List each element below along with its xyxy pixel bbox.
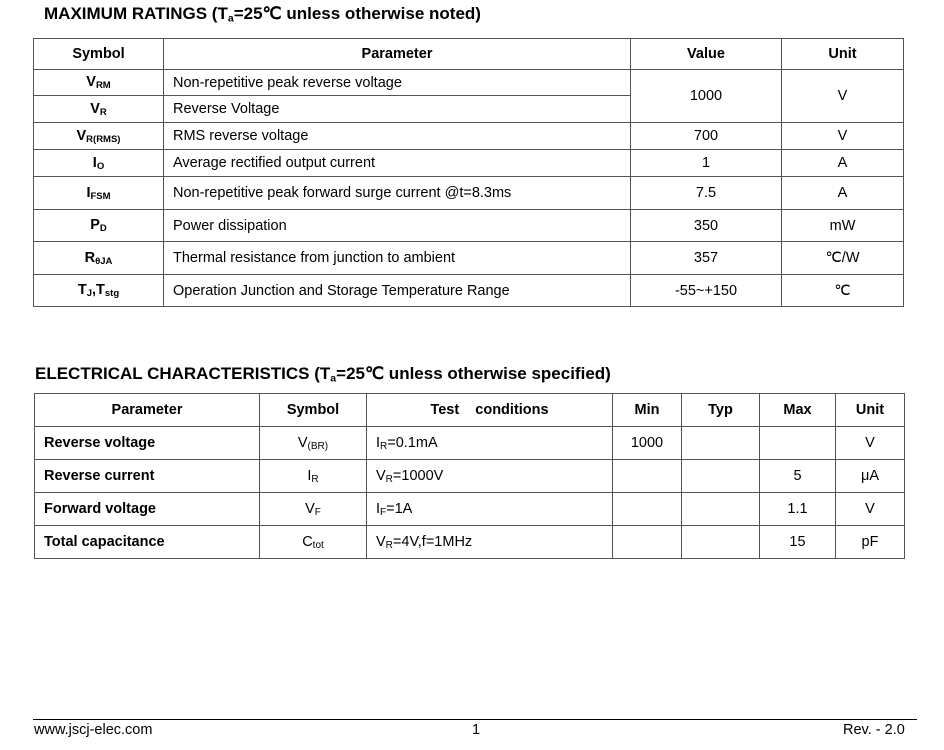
max-cell — [760, 427, 836, 460]
header-max: Max — [760, 394, 836, 427]
parameter-cell: Reverse voltage — [35, 427, 260, 460]
unit-cell: ℃/W — [782, 242, 904, 275]
electrical-characteristics-table — [34, 393, 905, 559]
electrical-characteristics-title: ELECTRICAL CHARACTERISTICS ($T_a=25℃$ unless otherwise specified) — [35, 364, 611, 385]
value-cell: 1 — [631, 150, 782, 177]
unit-cell: pF — [836, 526, 905, 559]
header-unit: Unit — [836, 394, 905, 427]
condition-cell: $I_R=0.1mA$ — [367, 427, 613, 460]
parameter-cell: RMS reverse voltage — [164, 123, 631, 150]
unit-cell: V — [782, 123, 904, 150]
max-cell: 1.1 — [760, 493, 836, 526]
unit-cell: μA — [836, 460, 905, 493]
parameter-cell: Thermal resistance from junction to ambient — [164, 242, 631, 275]
symbol-cell: $C_{tot}$ — [260, 526, 367, 559]
table-row — [34, 150, 904, 177]
header-unit: Unit — [782, 39, 904, 70]
header-typ: Typ — [682, 394, 760, 427]
unit-cell: mW — [782, 210, 904, 242]
table-header-row — [35, 394, 905, 427]
unit-cell: A — [782, 177, 904, 210]
symbol-cell: $V_F$ — [260, 493, 367, 526]
value-cell: 7.5 — [631, 177, 782, 210]
symbol-cell: $V_R$ — [34, 96, 164, 123]
parameter-cell: Operation Junction and Storage Temperature Range — [164, 275, 631, 307]
footer-divider — [33, 719, 917, 720]
parameter-cell: Reverse Voltage — [164, 96, 631, 123]
parameter-cell: Power dissipation — [164, 210, 631, 242]
min-cell: 1000 — [613, 427, 682, 460]
footer-url: www.jscj-elec.com — [34, 722, 153, 738]
table-row — [34, 275, 904, 307]
revision-label: Rev. - 2.0 — [843, 722, 905, 738]
table-row — [34, 242, 904, 275]
symbol-cell: $V_{R(RMS)}$ — [34, 123, 164, 150]
table-row — [35, 427, 905, 460]
table-header-row — [34, 39, 904, 70]
header-symbol: Symbol — [260, 394, 367, 427]
value-cell: 700 — [631, 123, 782, 150]
header-symbol: Symbol — [34, 39, 164, 70]
min-cell — [613, 526, 682, 559]
header-value: Value — [631, 39, 782, 70]
symbol-cell: $P_D$ — [34, 210, 164, 242]
symbol-cell: $V_{(BR)}$ — [260, 427, 367, 460]
parameter-cell: Non-repetitive peak reverse voltage — [164, 70, 631, 96]
value-cell: -55~+150 — [631, 275, 782, 307]
unit-cell: V — [782, 70, 904, 123]
table-row — [34, 177, 904, 210]
parameter-cell: Reverse current — [35, 460, 260, 493]
min-cell — [613, 460, 682, 493]
max-ratings-table — [33, 38, 904, 307]
header-test-conditions: Test conditions — [367, 394, 613, 427]
condition-cell: $I_F=1A$ — [367, 493, 613, 526]
header-parameter: Parameter — [164, 39, 631, 70]
max-ratings-title: MAXIMUM RATINGS ($T_a=25℃$ unless otherwise noted) — [44, 4, 481, 25]
symbol-cell: $V_{RM}$ — [34, 70, 164, 96]
symbol-cell: $T_J,T_{stg}$ — [34, 275, 164, 307]
unit-cell: V — [836, 493, 905, 526]
symbol-cell: $I_R$ — [260, 460, 367, 493]
condition-cell: $V_R=1000V$ — [367, 460, 613, 493]
table-row — [34, 123, 904, 150]
max-cell: 5 — [760, 460, 836, 493]
table-row — [34, 70, 904, 96]
table-row — [35, 460, 905, 493]
parameter-cell: Forward voltage — [35, 493, 260, 526]
table-row — [34, 210, 904, 242]
unit-cell: ℃ — [782, 275, 904, 307]
value-cell: 1000 — [631, 70, 782, 123]
symbol-cell: $R_{\theta JA}$ — [34, 242, 164, 275]
condition-cell: $V_R=4V,f=1MHz$ — [367, 526, 613, 559]
symbol-cell: $I_O$ — [34, 150, 164, 177]
value-cell: 357 — [631, 242, 782, 275]
table-row — [35, 526, 905, 559]
parameter-cell: Non-repetitive peak forward surge current @t=8.3ms — [164, 177, 631, 210]
typ-cell — [682, 427, 760, 460]
typ-cell — [682, 526, 760, 559]
header-min: Min — [613, 394, 682, 427]
table-row — [35, 493, 905, 526]
typ-cell — [682, 493, 760, 526]
value-cell: 350 — [631, 210, 782, 242]
page-number: 1 — [472, 722, 481, 738]
header-parameter: Parameter — [35, 394, 260, 427]
unit-cell: A — [782, 150, 904, 177]
typ-cell — [682, 460, 760, 493]
unit-cell: V — [836, 427, 905, 460]
min-cell — [613, 493, 682, 526]
max-cell: 15 — [760, 526, 836, 559]
symbol-cell: $I_{FSM}$ — [34, 177, 164, 210]
parameter-cell: Average rectified output current — [164, 150, 631, 177]
parameter-cell: Total capacitance — [35, 526, 260, 559]
